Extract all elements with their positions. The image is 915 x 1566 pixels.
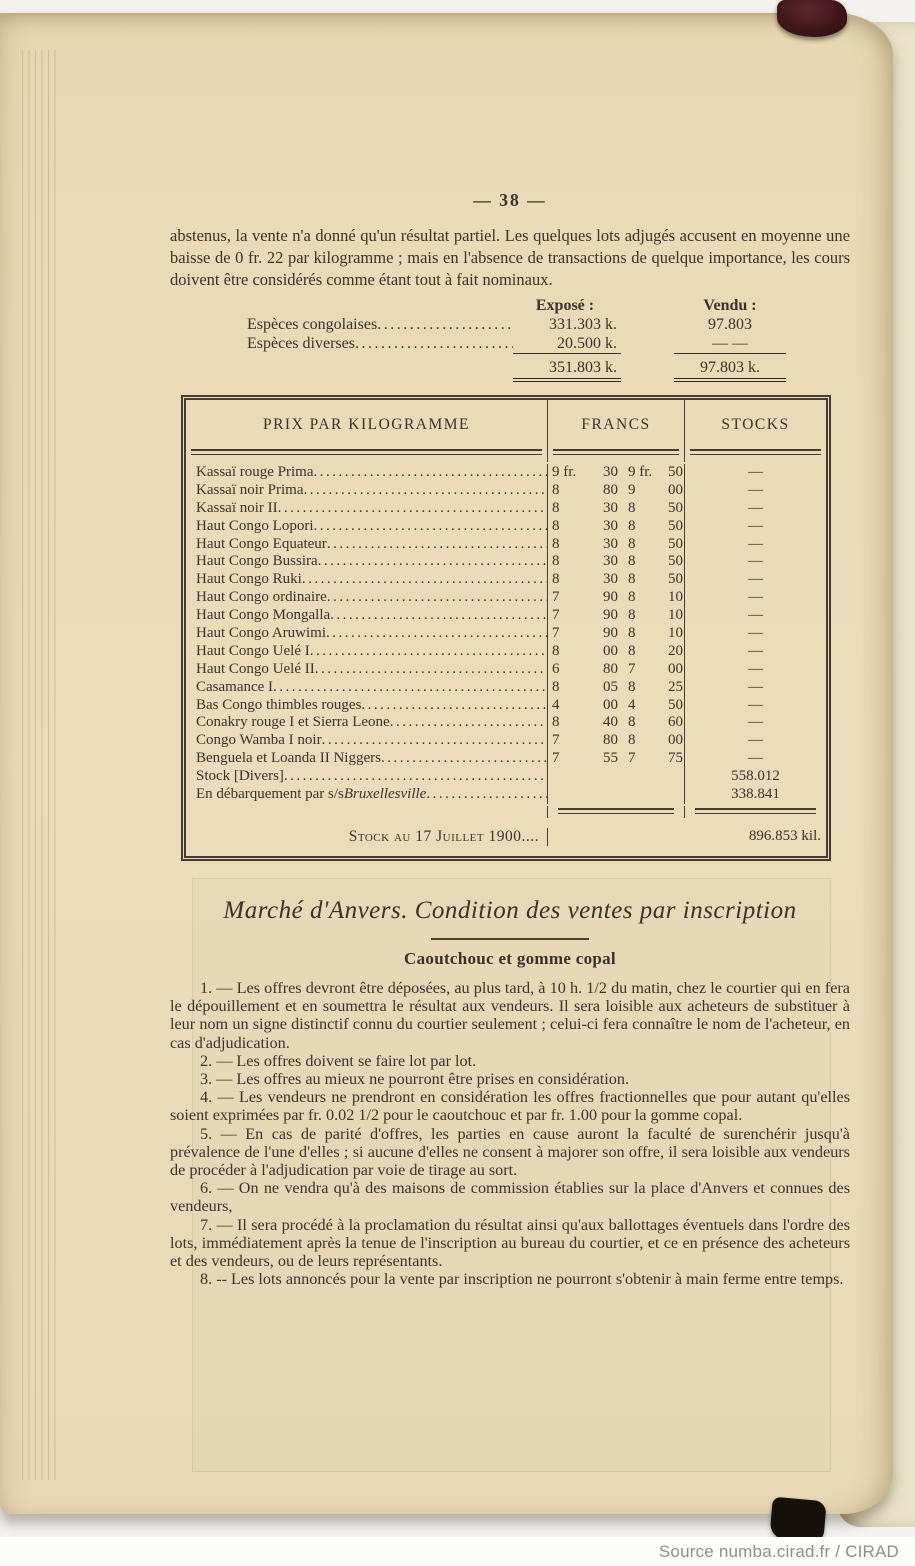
price-min-centimes: 90: [603, 625, 618, 642]
price-min-centimes: 80: [603, 660, 618, 677]
page-number: — 38 —: [473, 190, 547, 210]
price-max-francs: 8: [628, 517, 636, 534]
dot-leaders: [303, 482, 547, 500]
price-max-centimes: 50: [668, 517, 683, 534]
table-row: [186, 786, 826, 804]
row-label-italic: Bruxellesville: [343, 786, 427, 803]
price-min-francs: 8: [552, 553, 560, 570]
row-label: Haut Congo Ruki: [196, 571, 302, 588]
table-row: [186, 500, 826, 518]
price-min-francs: 8: [552, 481, 560, 498]
dot-leaders: [310, 643, 547, 661]
dot-leaders: [381, 750, 547, 768]
section-divider: [431, 938, 589, 940]
price-max-centimes: 50: [668, 535, 683, 552]
dot-leaders: [284, 768, 547, 786]
price-max-francs: 8: [628, 714, 636, 731]
vendu-column-header: Vendu :: [703, 297, 757, 314]
price-min-centimes: 30: [603, 535, 618, 552]
price-max-centimes: [668, 786, 684, 804]
price-table-footer-row: [186, 818, 826, 856]
table-row: [186, 750, 826, 768]
price-table-body: [186, 462, 826, 804]
price-max-centimes: 00: [668, 732, 683, 749]
price-min-centimes: 80: [603, 481, 618, 498]
section-subtitle: Caoutchouc et gomme copal: [404, 949, 616, 968]
dot-leaders: [278, 500, 547, 518]
price-max-centimes: 10: [668, 625, 683, 642]
price-max-centimes: 50: [668, 499, 683, 516]
price-max-centimes: 50: [668, 696, 683, 713]
binding-headband: [777, 0, 847, 37]
table-row: [186, 697, 826, 715]
stock-total-label: Stock au 17 Juillet 1900....: [186, 828, 548, 846]
price-min-francs: 8: [552, 517, 560, 534]
row-stock-value: —: [748, 750, 763, 767]
row-label: Haut Congo Mongalla: [196, 607, 331, 624]
regulation-paragraph: 1. — Les offres devront être déposées, au plus tard, à 10 h. 1/2 du matin, chez le courtier qui en fera le dépouillement et en soumettra le résultat aux vendeurs. Il sera loisible aux acheteurs de substituer à leur nom un signe distinctif connu du courtier seulement ; celui-ci fera connaître le nom de l'acheteur, en cas d'adjudication.: [170, 979, 850, 1052]
row-stock-value: —: [748, 660, 763, 677]
dot-leaders: [318, 553, 547, 571]
price-max-centimes: 20: [668, 642, 683, 659]
regulation-paragraph: 5. — En cas de parité d'offres, les parties en cause auront la faculté de surenchérir jusqu'à prévalence de l'une d'elles ; si aucune d'elles ne consent à majorer son offre, il sera loisible aux vendeurs de procéder à l'adjudication par voie de tirage au sort.: [170, 1124, 850, 1180]
price-max-francs: 8: [628, 625, 636, 642]
regulation-paragraph: 8. -- Les lots annoncés pour la vente par inscription ne pourront s'obtenir à main ferme entre temps.: [200, 1270, 844, 1289]
table-row: [186, 607, 826, 625]
table-row: [186, 768, 826, 786]
row-label: Bas Congo thimbles rouges: [196, 696, 362, 713]
table-row: [186, 661, 826, 679]
price-max-francs: 8: [628, 678, 636, 695]
summary-vendu-value: 97.803: [708, 316, 752, 333]
dot-leaders: [361, 697, 547, 715]
row-stock-value: —: [748, 571, 763, 588]
row-stock-value: 558.012: [731, 768, 780, 785]
price-max-francs: 8: [628, 535, 636, 552]
dot-leaders: [315, 661, 547, 679]
expose-vendu-summary: [170, 296, 850, 382]
dot-leaders: [302, 571, 547, 589]
row-label: Benguela et Loanda II Niggers: [196, 750, 381, 767]
price-min-francs: [552, 768, 592, 786]
price-min-centimes: 90: [603, 589, 618, 606]
regulation-paragraph: 4. — Les vendeurs ne prendront en considération les offres fractionnelles que pour autant qu'elles soient exprimées par fr. 0.02 1/2 pour le caoutchouc et par fr. 1.00 pour la gomme copal.: [170, 1088, 850, 1125]
summary-row: [170, 334, 850, 354]
summary-total-vendu: 97.803 k.: [674, 358, 786, 382]
price-min-francs: 6: [552, 660, 560, 677]
row-label: Kassaï rouge Prima: [196, 464, 314, 480]
row-label: Haut Congo Aruwimi: [196, 625, 326, 642]
price-table-header-row: [186, 400, 826, 462]
price-min-centimes: 00: [603, 642, 618, 659]
price-min-centimes: 55: [603, 750, 618, 767]
price-max-centimes: 50: [668, 553, 683, 570]
row-stock-value: —: [748, 732, 763, 749]
price-min-centimes: 30: [603, 499, 618, 516]
row-stock-value: —: [748, 517, 763, 534]
table-row: [186, 625, 826, 643]
price-max-francs: 8: [628, 589, 636, 606]
price-min-francs: 4: [552, 696, 560, 713]
pre-footer-rules: [186, 806, 826, 818]
row-stock-value: —: [748, 696, 763, 713]
price-min-francs: 8: [552, 642, 560, 659]
printed-page-content: [170, 190, 850, 1288]
row-stock-value: —: [748, 535, 763, 552]
table-row: [186, 518, 826, 536]
summary-header-row: [170, 296, 850, 315]
summary-expose-value: 331.303 k.: [549, 316, 617, 333]
row-label: En débarquement par s/s: [196, 786, 344, 803]
row-label: Kassaï noir II: [196, 499, 278, 516]
regulation-paragraph: 6. — On ne vendra qu'à des maisons de commission établies sur la place d'Anvers et connues des vendeurs,: [170, 1179, 850, 1216]
dot-leaders: [327, 589, 547, 607]
row-stock-value: —: [748, 607, 763, 624]
summary-rows: [170, 315, 850, 354]
row-stock-value: —: [748, 589, 763, 606]
price-min-francs: 7: [552, 750, 560, 767]
summary-row: [170, 315, 850, 334]
col-header-stocks: STOCKS: [685, 400, 826, 462]
price-max-centimes: 50: [668, 464, 683, 480]
price-max-francs: 4: [628, 696, 636, 713]
price-min-centimes: 30: [603, 464, 618, 480]
price-min-francs: 7: [552, 589, 560, 606]
table-row: [186, 714, 826, 732]
regulation-paragraph: 3. — Les offres au mieux ne pourront être prises en considération.: [200, 1070, 629, 1089]
dot-leaders: [426, 786, 547, 804]
row-label: Congo Wamba I noir: [196, 732, 322, 749]
price-min-centimes: 30: [603, 517, 618, 534]
price-max-francs: [628, 768, 668, 786]
regulation-paragraph: 7. — Il sera procédé à la proclamation du résultat ainsi qu'aux ballottages éventuels dans l'ordre des lots, immédiatement après la tenue de l'inscription au bureau du courtier, et ce en présence des acheteurs et des vendeurs, ou de leurs représentants.: [170, 1215, 850, 1271]
row-stock-value: —: [748, 481, 763, 498]
price-min-francs: 7: [552, 607, 560, 624]
price-max-francs: 8: [628, 732, 636, 749]
price-min-centimes: 80: [603, 732, 618, 749]
summary-total-expose: 351.803 k.: [513, 358, 621, 382]
price-min-francs: 7: [552, 732, 560, 749]
price-min-centimes: 30: [603, 553, 618, 570]
dot-leaders: [390, 714, 547, 732]
price-min-centimes: 05: [603, 678, 618, 695]
dot-leaders: [327, 536, 547, 554]
row-label: Stock [Divers]: [196, 768, 284, 785]
double-rule: [695, 808, 816, 814]
price-max-francs: 8: [628, 571, 636, 588]
row-stock-value: —: [748, 499, 763, 516]
price-max-francs: 8: [628, 642, 636, 659]
double-rule: [558, 808, 674, 814]
table-row: [186, 482, 826, 500]
stock-total-value: 896.853 kil.: [748, 828, 821, 845]
dot-leaders: [326, 625, 547, 643]
row-stock-value: —: [748, 642, 763, 659]
price-max-francs: 9 fr.: [628, 464, 653, 480]
dot-leaders: [355, 334, 513, 354]
price-min-centimes: [592, 786, 618, 804]
table-row: [186, 571, 826, 589]
summary-row-label: Espèces congolaises: [247, 316, 378, 333]
price-max-centimes: 00: [668, 481, 683, 498]
summary-total-row: [170, 358, 850, 382]
col-header-francs: FRANCS: [548, 400, 685, 462]
price-min-francs: 8: [552, 714, 560, 731]
row-stock-value: —: [748, 678, 763, 695]
source-bar-text: Source numba.cirad.fr / CIRAD: [658, 1541, 899, 1561]
price-max-centimes: 10: [668, 607, 683, 624]
price-max-francs: 7: [628, 750, 636, 767]
row-label: Haut Congo Equateur: [196, 535, 327, 552]
dot-leaders: [322, 732, 547, 750]
summary-expose-value: 20.500 k.: [513, 334, 621, 354]
price-max-centimes: [668, 768, 684, 786]
regulation-paragraph: 2. — Les offres doivent se faire lot par lot.: [200, 1051, 477, 1070]
page-stack-edges: [22, 50, 60, 1480]
col-header-prix-par-kilogramme: PRIX PAR KILOGRAMME: [186, 400, 548, 462]
price-max-centimes: 00: [668, 660, 683, 677]
row-label: Haut Congo Uelé II: [196, 660, 315, 677]
price-max-centimes: 75: [668, 750, 683, 767]
price-min-centimes: 00: [603, 696, 618, 713]
table-row: [186, 643, 826, 661]
price-min-centimes: 40: [603, 714, 618, 731]
price-min-francs: [552, 786, 592, 804]
price-min-centimes: 30: [603, 571, 618, 588]
table-row: [186, 732, 826, 750]
price-min-francs: 8: [552, 535, 560, 552]
dot-leaders: [313, 464, 547, 482]
row-stock-value: 338.841: [731, 786, 780, 803]
table-row: [186, 553, 826, 571]
price-max-francs: 7: [628, 660, 636, 677]
table-row: [186, 589, 826, 607]
source-bar: [0, 1537, 915, 1566]
price-table: [181, 395, 831, 861]
dot-leaders: [377, 315, 513, 334]
row-label: Kassaï noir Prima: [196, 481, 304, 498]
table-row: [186, 464, 826, 482]
table-row: [186, 679, 826, 697]
price-max-francs: [628, 786, 668, 804]
price-min-francs: 8: [552, 499, 560, 516]
regulations-list: [170, 979, 850, 1288]
price-max-francs: 9: [628, 481, 636, 498]
price-min-francs: 9 fr.: [552, 464, 577, 480]
price-min-francs: 8: [552, 571, 560, 588]
price-min-francs: 8: [552, 678, 560, 695]
row-stock-value: —: [748, 714, 763, 731]
price-max-centimes: 10: [668, 589, 683, 606]
row-stock-value: —: [748, 464, 763, 480]
expose-column-header: Exposé :: [535, 297, 595, 314]
price-max-francs: 8: [628, 553, 636, 570]
dot-leaders: [314, 518, 548, 536]
dot-leaders: [330, 607, 547, 625]
table-row: [186, 536, 826, 554]
price-max-francs: 8: [628, 607, 636, 624]
price-max-centimes: 50: [668, 571, 683, 588]
price-min-centimes: 90: [603, 607, 618, 624]
price-max-centimes: 25: [668, 678, 683, 695]
section-title: Marché d'Anvers. Condition des ventes par inscription: [223, 897, 797, 924]
row-label: Haut Congo Uelé I: [196, 642, 310, 659]
price-min-centimes: [592, 768, 618, 786]
price-max-centimes: 60: [668, 714, 683, 731]
row-label: Haut Congo Bussira: [196, 553, 318, 570]
row-label: Haut Congo ordinaire: [196, 589, 327, 606]
row-label: Casamance I: [196, 678, 274, 695]
price-max-francs: 8: [628, 499, 636, 516]
row-stock-value: —: [748, 625, 763, 642]
intro-paragraph: abstenus, la vente n'a donné qu'un résultat partiel. Les quelques lots adjugés accusent en moyenne une baisse de 0 fr. 22 par kilogramme ; mais en l'absence de transactions de quelque importance, les cours doivent être considérés comme étant tout à fait nominaux.: [170, 226, 850, 289]
row-label: Haut Congo Lopori: [196, 517, 314, 534]
price-min-francs: 7: [552, 625, 560, 642]
dot-leaders: [273, 679, 547, 697]
summary-row-label: Espèces diverses: [247, 335, 355, 352]
row-stock-value: —: [748, 553, 763, 570]
summary-vendu-value: — —: [674, 334, 786, 354]
row-label: Conakry rouge I et Sierra Leone: [196, 714, 390, 731]
